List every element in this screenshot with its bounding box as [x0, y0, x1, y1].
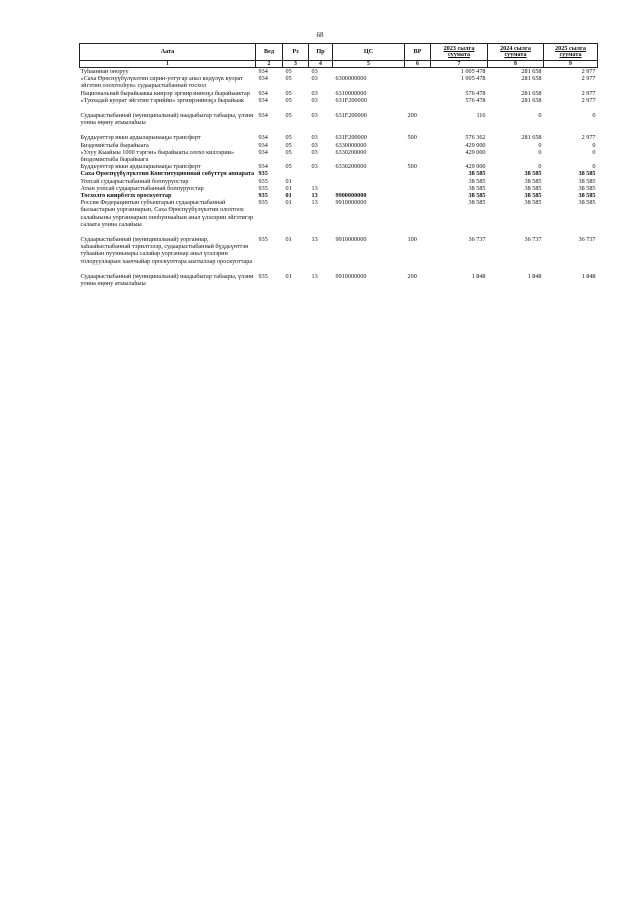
row-pr: 03: [311, 134, 318, 142]
row-rz: 05: [285, 141, 292, 149]
row-amount-2025: 0: [592, 163, 596, 171]
row-amount-2024: 281 658: [521, 75, 542, 83]
row-cs: [333, 68, 405, 76]
row-cs: 631F200000: [335, 112, 367, 120]
row-amount-2024: 0: [538, 112, 542, 120]
row-name: Судаарыстыбаннай (муниципальнай) уорганнар, хаһаайыстыбаннай тэрилтэлэр, судаарыстыбаннай бүддьүөттэн туһаайан пуунньнары салайар уорганнар анал үлэлэрин толоруулларын хааччыйар ороскуоттара ыытыллар ороскуоттара: [80, 236, 253, 265]
row-amount-2025: 38 585: [578, 170, 596, 178]
row-amount-2023: 36 737: [468, 236, 486, 244]
budget-table: [79, 43, 598, 287]
row-vr: [405, 90, 431, 97]
row-amount-2023: 429 000: [465, 163, 486, 171]
table-row: [80, 192, 598, 199]
header-name: Аата: [80, 44, 256, 61]
row-amount-2023: 116: [476, 112, 486, 120]
row-cs: 631F200000: [335, 134, 367, 142]
row-cs: 631F200000: [335, 96, 367, 104]
header-cs: ЦС: [333, 44, 405, 61]
row-name: Бүддьүөттэр икки ардыларынааҕы трансферт: [80, 163, 201, 171]
row-pr: 03: [311, 75, 318, 83]
row-rz: 05: [285, 134, 292, 142]
row-rz: 05: [285, 112, 292, 120]
row-pr: 13: [311, 199, 318, 207]
row-amount-2023: 38 585: [468, 170, 486, 178]
row-vr: [405, 192, 431, 199]
row-cs: 6310000000: [335, 89, 367, 97]
row-rz: 01: [285, 236, 292, 244]
row-ved: 934: [258, 112, 268, 120]
row-name: Бүддьүөттэр икки ардыларынааҕы трансферт: [80, 134, 201, 142]
table-row: [80, 90, 598, 97]
row-ved: 934: [258, 68, 268, 75]
row-amount-2023: 38 585: [468, 177, 486, 185]
row-amount-2025: 0: [592, 141, 596, 149]
row-amount-2024: 0: [538, 148, 542, 156]
row-amount-2025: 38 585: [578, 177, 596, 185]
header-ved: Вед: [256, 44, 283, 61]
row-vr: [405, 68, 431, 76]
row-amount-2023: 1 005 478: [460, 75, 486, 83]
row-amount-2025: 2 977: [581, 96, 596, 104]
row-pr: 03: [311, 96, 318, 104]
row-cs: 6300000000: [335, 75, 367, 83]
header-vr: ВР: [405, 44, 431, 61]
table-body: [80, 68, 598, 288]
row-amount-2023: 1 005 478: [460, 68, 486, 75]
row-cs: [333, 185, 405, 192]
row-name: Уопсай судаарыстыбаннай боппуруостар: [80, 177, 189, 185]
table-row: [80, 236, 598, 273]
header-2023: [431, 44, 488, 61]
row-amount-2023: 38 585: [468, 184, 486, 192]
row-amount-2024: 38 585: [524, 184, 542, 192]
table-row: [80, 149, 598, 163]
row-rz: 01: [285, 177, 292, 185]
row-rz: 05: [285, 96, 292, 104]
row-pr: 03: [311, 141, 318, 149]
row-rz: [283, 170, 309, 177]
row-name: «Улуу Кыайыы 1000 тэргэн» бырайыагы олохо киллэрии» биэдомистыба бырайыага: [80, 148, 235, 164]
row-ved: 935: [258, 236, 268, 244]
row-amount-2024: 281 658: [521, 68, 542, 75]
row-name: Судаарыстыбаннай (муниципальнай) наадыбыгар табаары, үлэни уонна өңөну атыылаһыы: [80, 272, 254, 288]
row-amount-2023: 576 478: [465, 89, 486, 97]
row-amount-2023: 576 478: [465, 96, 486, 104]
row-pr: 03: [311, 68, 318, 75]
row-ved: 935: [258, 192, 268, 200]
row-pr: 13: [311, 272, 318, 280]
row-amount-2024: 38 585: [524, 199, 542, 207]
row-cs: [333, 178, 405, 185]
row-cs: 9910000000: [335, 199, 367, 207]
row-amount-2024: 36 737: [524, 236, 542, 244]
row-amount-2023: 429 000: [465, 141, 486, 149]
row-cs: 6330000000: [335, 141, 367, 149]
column-number: 9: [544, 61, 598, 68]
row-rz: 05: [285, 163, 292, 171]
row-amount-2024: 0: [538, 163, 542, 171]
row-amount-2025: 36 737: [578, 236, 596, 244]
row-rz: 01: [285, 184, 292, 192]
row-amount-2023: 576 362: [465, 134, 486, 142]
row-pr: 13: [311, 192, 318, 200]
column-number: 1: [80, 61, 256, 68]
row-rz: 05: [285, 75, 292, 83]
row-amount-2025: 2 977: [581, 75, 596, 83]
column-number: 8: [488, 61, 544, 68]
header-rz: Рз: [283, 44, 309, 61]
table-row: [80, 75, 598, 89]
row-rz: 05: [285, 89, 292, 97]
row-ved: 934: [258, 163, 268, 171]
row-amount-2023: 429 000: [465, 148, 486, 156]
row-vr: [405, 142, 431, 149]
header-2024: [488, 44, 544, 61]
row-vr: [405, 170, 431, 177]
header-2023-label: 2023 сылга суумата: [443, 44, 475, 58]
row-vr: [405, 199, 431, 236]
column-number: 5: [333, 61, 405, 68]
row-rz: 05: [285, 68, 292, 75]
row-ved: 934: [258, 134, 268, 142]
row-cs: 9910000000: [335, 272, 367, 280]
row-amount-2024: 38 585: [524, 177, 542, 185]
header-2025: [544, 44, 598, 61]
row-cs: 6330200000: [335, 148, 367, 156]
table-row: [80, 142, 598, 149]
header-2025-label: 2025 сылга суумата: [555, 44, 586, 58]
table-row: [80, 68, 598, 76]
column-number: 3: [283, 61, 309, 68]
row-pr: 13: [311, 236, 318, 244]
row-ved: 935: [258, 184, 268, 192]
row-pr: 03: [311, 89, 318, 97]
row-name: Национальнай бырайыакка киирэр эргиирэнинэҕэ бырайыактар: [80, 89, 250, 97]
table-row: [80, 97, 598, 112]
row-name: Саха Өрөспүүбүлүкэтин Конституционнай сөбүттүн аппарата: [80, 170, 255, 178]
row-pr: 03: [311, 163, 318, 171]
table-row: [80, 273, 598, 287]
row-ved: 934: [258, 96, 268, 104]
row-ved: 934: [258, 75, 268, 83]
table-row: [80, 163, 598, 170]
table-row: [80, 170, 598, 177]
row-name: Тосхолго киирбэтэх ороскуоттар: [80, 192, 172, 200]
row-ved: 935: [258, 170, 268, 178]
header-pr: Пр: [309, 44, 333, 61]
row-amount-2025: 2 977: [581, 134, 596, 142]
row-name: Судаарыстыбаннай (муниципальнай) наадыбыгар табаары, үлэни уонна өңөну атыылаһыы: [80, 112, 254, 127]
row-pr: 03: [311, 148, 318, 156]
page-number: 68: [316, 31, 324, 39]
row-ved: 935: [258, 272, 268, 280]
row-name: «Туохадай куорат эйгэтин тэриййн» эргиирэнинэҕэ бырайыак: [80, 96, 245, 104]
row-cs: [333, 170, 405, 177]
row-amount-2023: 1 848: [471, 272, 486, 280]
row-rz: 01: [285, 272, 292, 280]
row-amount-2025: 2 977: [581, 68, 596, 75]
row-amount-2024: 1 848: [527, 272, 542, 280]
row-rz: 01: [285, 192, 292, 200]
row-cs: 9900000000: [335, 192, 367, 200]
row-amount-2024: 281 658: [521, 96, 542, 104]
row-vr: 500: [407, 163, 417, 171]
header-row: [80, 44, 598, 61]
row-cs: 9910000000: [335, 236, 367, 244]
row-ved: 934: [258, 141, 268, 149]
table-row: [80, 199, 598, 236]
column-number: 7: [431, 61, 488, 68]
row-ved: 934: [258, 148, 268, 156]
row-name: Туһааннан оноруу: [80, 68, 129, 75]
row-rz: 05: [285, 148, 292, 156]
row-vr: 200: [407, 112, 417, 120]
row-vr: [405, 185, 431, 192]
row-amount-2024: 281 658: [521, 89, 542, 97]
row-amount-2024: 281 658: [521, 134, 542, 142]
row-amount-2025: 38 585: [578, 184, 596, 192]
column-number-row: [80, 61, 598, 68]
row-ved: 935: [258, 177, 268, 185]
row-pr: 03: [311, 112, 318, 120]
row-ved: 935: [258, 199, 268, 207]
row-vr: [405, 178, 431, 185]
row-vr: [405, 97, 431, 112]
row-pr: 13: [311, 184, 318, 192]
table-row: [80, 134, 598, 141]
column-number: 6: [405, 61, 431, 68]
row-vr: 500: [407, 134, 417, 142]
row-name: «Саха Өрөспүүбүлүкэтин сирин-уотугар анал көдүлүк куорат эйгэтин олохтооһун» судаарыстыбаннай тосхол: [80, 75, 243, 90]
header-2024-label: 2024 сылга суумата: [500, 44, 531, 58]
column-number: 2: [256, 61, 283, 68]
row-name: Россия Федерациятын субъектарын судаарыстыбаннай былаастарын уорганнарын, Саха Өрөспүүбүлүкэтин олохтоох салайыыны уорганнарын оноһуннааһын анал үлэлэрин эйгэтигэр салаата уонна салайыы: [80, 199, 254, 228]
row-rz: 01: [285, 199, 292, 207]
table-row: [80, 112, 598, 134]
row-vr: 200: [407, 272, 417, 280]
row-vr: [405, 75, 431, 89]
row-name: Биэдомистыба бырайыага: [80, 141, 149, 149]
row-amount-2024: 0: [538, 141, 542, 149]
row-pr: [309, 170, 333, 177]
row-amount-2024: 38 585: [524, 192, 542, 200]
row-amount-2025: 0: [592, 148, 596, 156]
row-amount-2024: 38 585: [524, 170, 542, 178]
row-amount-2025: 38 585: [578, 192, 596, 200]
table-row: [80, 178, 598, 185]
column-number: 4: [309, 61, 333, 68]
table-row: [80, 185, 598, 192]
row-amount-2025: 0: [592, 112, 596, 120]
row-ved: 934: [258, 89, 268, 97]
row-amount-2025: 2 977: [581, 89, 596, 97]
row-cs: 6330200000: [335, 163, 367, 171]
row-amount-2023: 38 585: [468, 199, 486, 207]
row-vr: 100: [407, 236, 417, 244]
row-amount-2025: 38 585: [578, 199, 596, 207]
row-amount-2025: 1 848: [581, 272, 596, 280]
row-name: Атын уопсай судаарыстыбаннай боппуруостар: [80, 184, 204, 192]
row-vr: [405, 149, 431, 163]
row-pr: [309, 178, 333, 185]
row-amount-2023: 38 585: [468, 192, 486, 200]
